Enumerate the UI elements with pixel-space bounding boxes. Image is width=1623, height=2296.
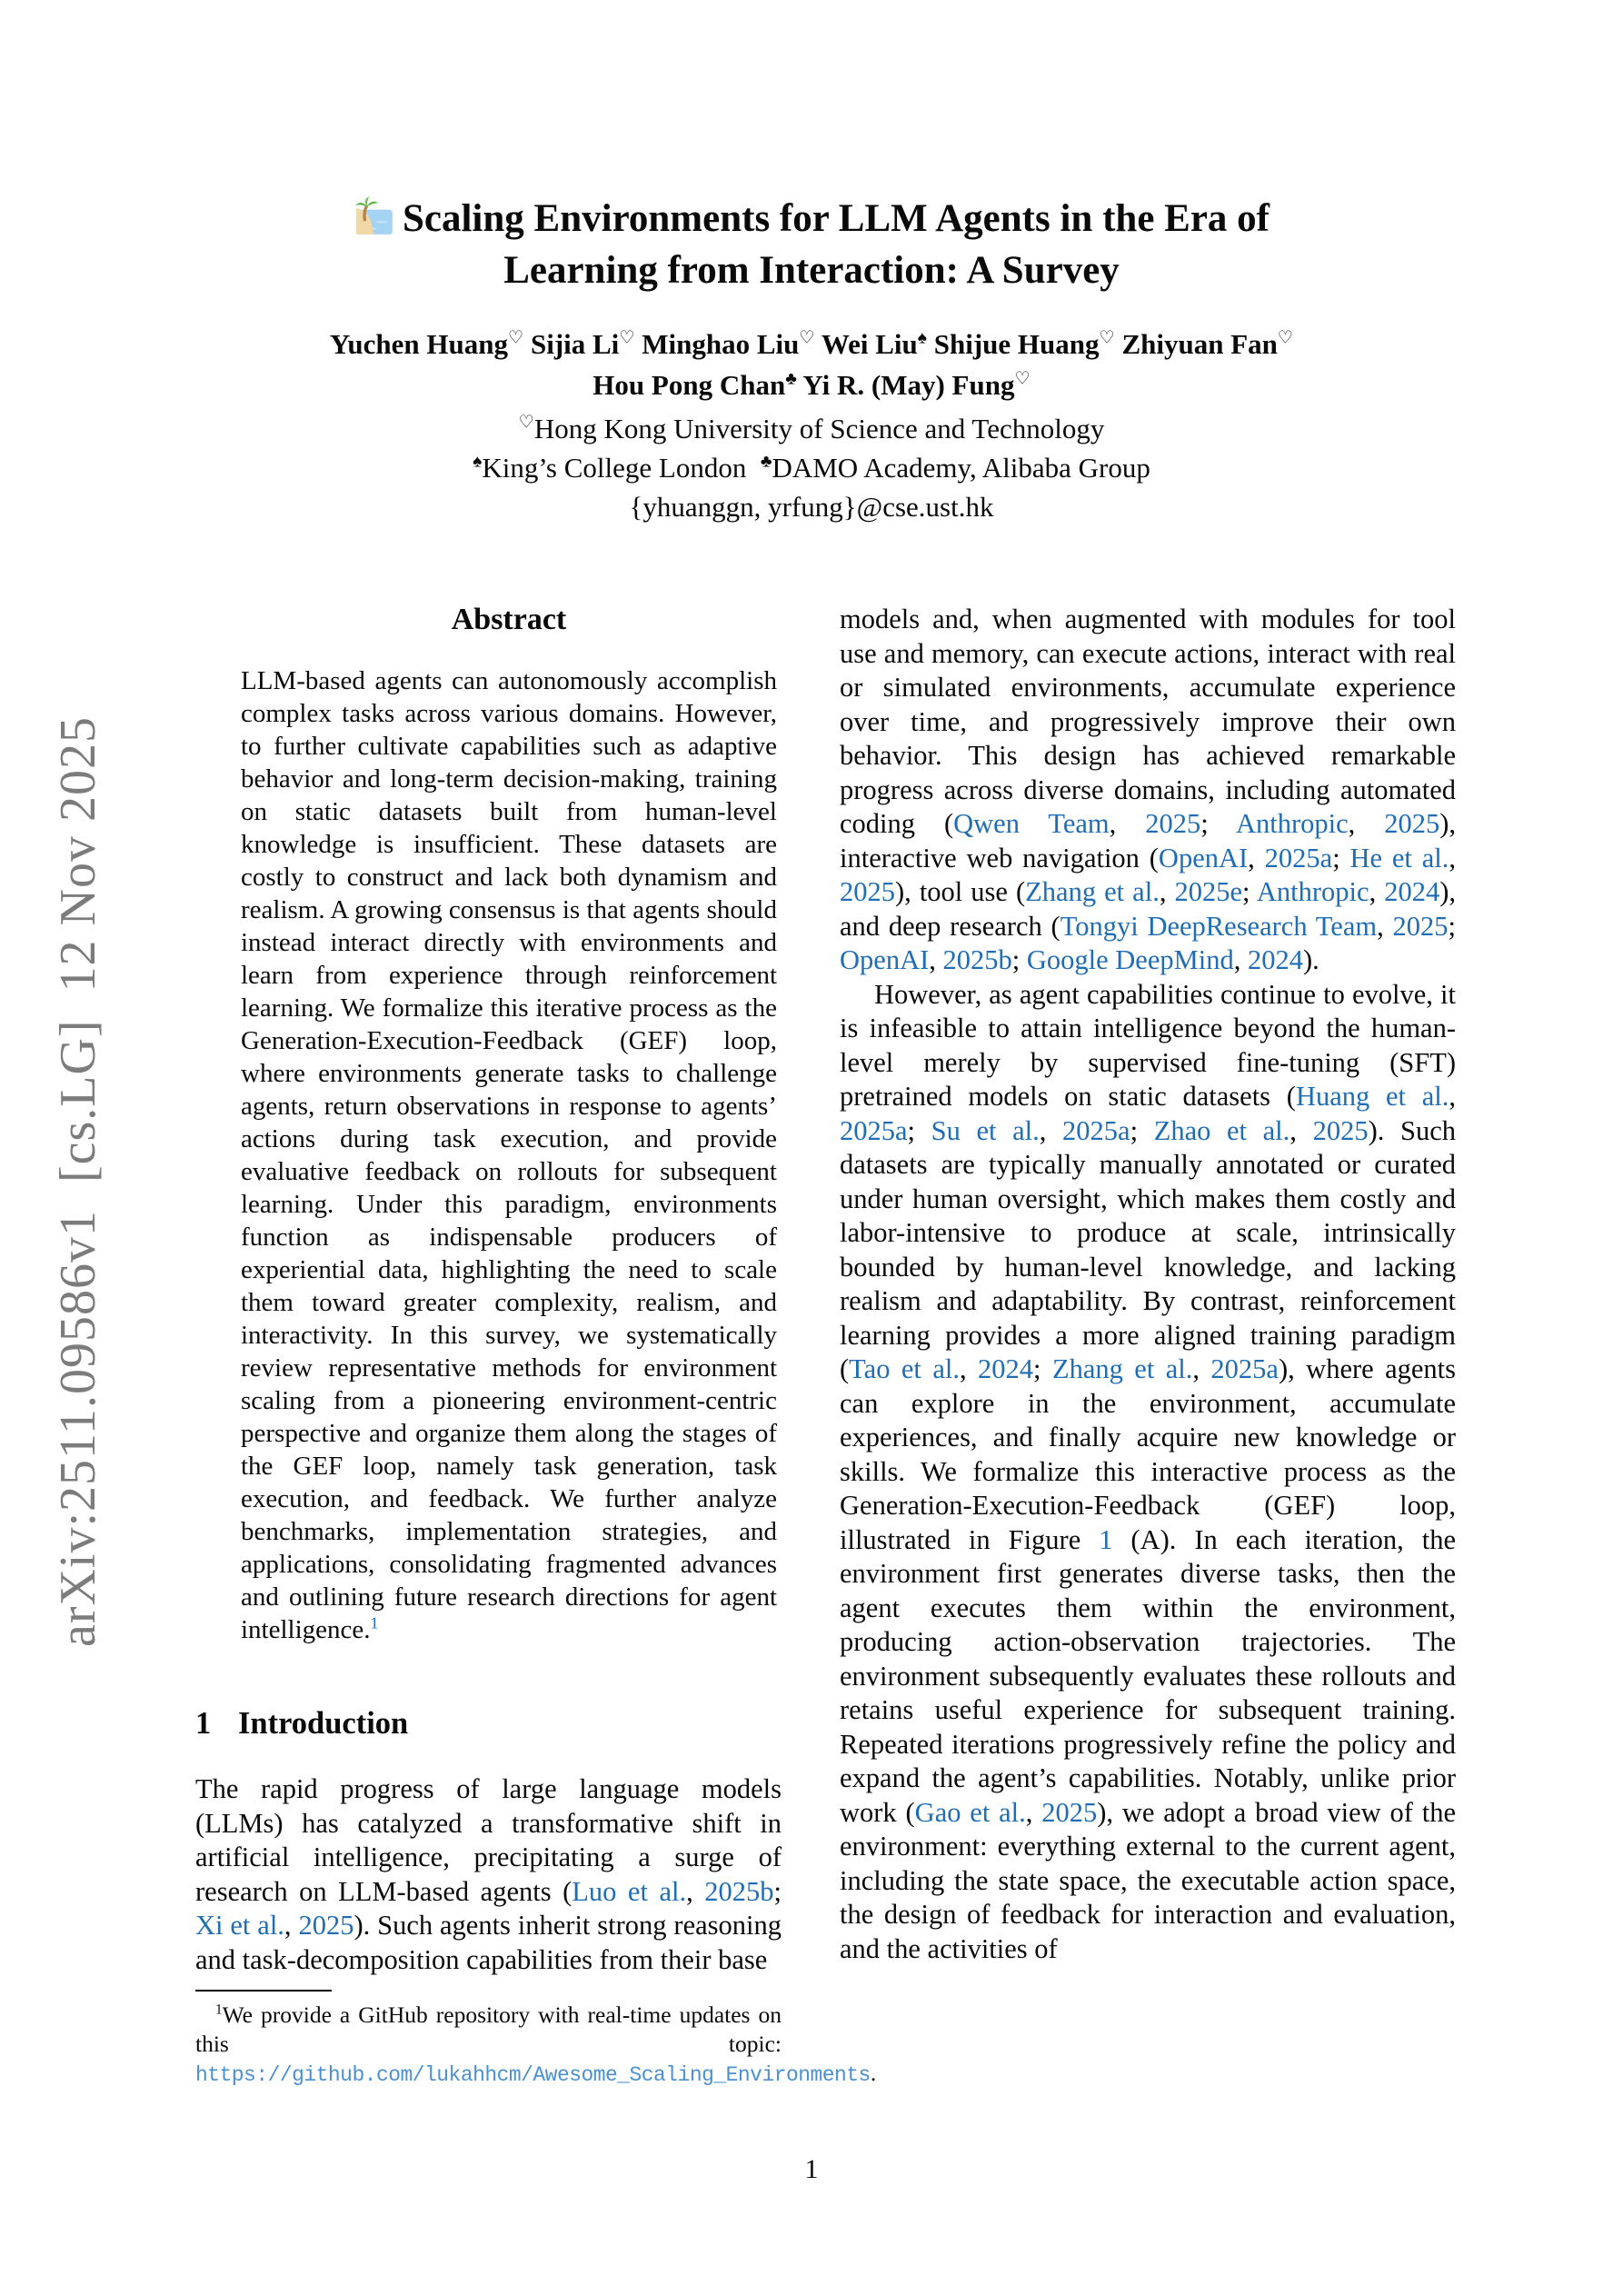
- citation-link[interactable]: 2025: [1041, 1796, 1098, 1828]
- paper-title: [0, 193, 1623, 296]
- citation-link[interactable]: Tongyi DeepResearch Team: [1060, 910, 1378, 942]
- citation-link[interactable]: Gao et al.: [914, 1796, 1026, 1828]
- affiliation-hkust: ♡Hong Kong University of Science and Technology: [518, 413, 1105, 444]
- citation-link[interactable]: 2025a: [1210, 1353, 1279, 1384]
- citation-link[interactable]: Anthropic: [1256, 876, 1369, 907]
- citation-link[interactable]: Zhang et al.: [1051, 1353, 1193, 1384]
- affiliations: [0, 409, 1623, 526]
- citation-link[interactable]: Zhang et al.: [1025, 876, 1160, 907]
- citation-link[interactable]: 2025e: [1174, 876, 1243, 907]
- citation-link[interactable]: 2025a: [1264, 842, 1333, 873]
- citation-link[interactable]: Xi et al.: [195, 1910, 284, 1941]
- citation-link[interactable]: He et al.: [1349, 842, 1449, 873]
- arxiv-watermark: arXiv:2511.09586v1 [cs.LG] 12 Nov 2025: [50, 715, 106, 1648]
- abstract-heading: Abstract: [451, 603, 567, 636]
- contact-email: {yhuanggn, yrfung}@cse.ust.hk: [629, 491, 994, 523]
- author-list: [0, 324, 1623, 405]
- citation-link[interactable]: 2025: [1392, 910, 1449, 942]
- affiliation-kcl-damo: ♠King’s College London ♣DAMO Academy, Alibaba Group: [473, 452, 1150, 484]
- citation-link[interactable]: Tao et al.: [849, 1353, 960, 1384]
- citation-link[interactable]: Zhao et al.: [1153, 1114, 1290, 1146]
- citation-link[interactable]: 2025: [1145, 808, 1201, 839]
- citation-link[interactable]: Huang et al.: [1295, 1081, 1449, 1112]
- citation-link[interactable]: OpenAI: [840, 944, 930, 975]
- abstract-section: [241, 603, 777, 1646]
- section-title: Introduction: [238, 1706, 409, 1741]
- paper-header: [0, 0, 1623, 526]
- authors-line-1: Yuchen Huang♡ Sijia Li♡ Minghao Liu♡ Wei Liu♠ Shijue Huang♡ Zhiyuan Fan♡: [329, 328, 1294, 360]
- page-number: 1: [804, 2154, 819, 2184]
- abstract-text: LLM-based agents can autonomously accomplish complex tasks across various domains. However, to further cultivate capabilities such as adaptive behavior and long-term decision-making, training on static datasets built from human-level knowledge is insufficient. These datasets are costly to construct and lack both dynamism and realism. A growing consensus is that agents should instead interact directly with environments and learn from experience through reinforcement learning. We formalize this iterative process as the Generation-Execution-Feedback (GEF) loop, where environments generate tasks to challenge agents, return observations in response to agents’ actions during task execution, and provide evaluative feedback on rollouts for subsequent learning. Under this paradigm, environments function as indispensable producers of experiential data, highlighting the need to scale them toward greater complexity, realism, and interactivity. In this survey, we systematically review representative methods for environment scaling from a pioneering environment-centric perspective and organize them along the stages of the GEF loop, namely task generation, task execution, and feedback. We further analyze benchmarks, implementation strategies, and applications, consolidating fragmented advances and outlining future research directions for agent intelligence.$^1$: [241, 666, 777, 1644]
- citation-link[interactable]: 2024: [978, 1353, 1034, 1384]
- title-line-2: Learning from Interaction: A Survey: [503, 249, 1120, 292]
- section-heading-introduction: [195, 1706, 782, 1742]
- citation-link[interactable]: 2025: [1384, 808, 1440, 839]
- section-number: 1: [195, 1706, 212, 1741]
- citation-link[interactable]: OpenAI: [1158, 842, 1249, 873]
- citation-link[interactable]: 2025: [298, 1910, 354, 1941]
- right-column: [840, 603, 1456, 2090]
- title-line-1: Scaling Environments for LLM Agents in the Era of: [402, 197, 1270, 240]
- citation-link[interactable]: 2024: [1384, 876, 1440, 907]
- authors-line-2: Hou Pong Chan♣ Yi R. (May) Fung♡: [592, 369, 1031, 401]
- intro-paragraph-1-continued: models and, when augmented with modules for tool use and memory, can execute actions, interact with real or simulated environments, accumulate experience over time, and progressively improve their own behavior. This design has achieved remarkable progress across diverse domains, including automated coding (Qwen Team, 2025; Anthropic, 2025), interactive web navigation (OpenAI, 2025a; He et al., 2025), tool use (Zhang et al., 2025e; Anthropic, 2024), and deep research (Tongyi DeepResearch Team, 2025; OpenAI, 2025b; Google DeepMind, 2024).: [840, 604, 1457, 975]
- citation-link[interactable]: Luo et al.: [572, 1875, 687, 1907]
- citation-link[interactable]: 2024: [1247, 944, 1303, 975]
- citation-link[interactable]: 2025: [840, 876, 895, 907]
- citation-link[interactable]: Su et al.: [931, 1114, 1040, 1146]
- repo-url[interactable]: https://github.com/lukahhcm/Awesome_Scaling_Environments: [195, 2063, 871, 2087]
- citation-link[interactable]: 2025b: [942, 944, 1012, 975]
- footnote-ref[interactable]: 1: [370, 1613, 379, 1632]
- footnote-text: $^1$We provide a GitHub repository with real-time updates on this topic: https://github.com/lukahhcm/Awesome_Scaling_Environments.: [195, 2002, 877, 2087]
- footnote-rule: [195, 1990, 332, 1992]
- citation-link[interactable]: 2025: [1312, 1114, 1369, 1146]
- citation-link[interactable]: 2025b: [704, 1875, 774, 1907]
- citation-link[interactable]: 2025a: [1062, 1114, 1130, 1146]
- figure-ref[interactable]: 1: [1099, 1523, 1113, 1555]
- desert-island-icon: [353, 197, 403, 240]
- citation-link[interactable]: 2025a: [840, 1114, 908, 1146]
- footnote-block: [195, 1990, 877, 2090]
- intro-paragraph-1: The rapid progress of large language models (LLMs) has catalyzed a transformative shift in artificial intelligence, precipitating a surge of research on LLM-based agents (Luo et al., 2025b; Xi et al., 2025). Such agents inherit strong reasoning and task-decomposition capabilities from their base: [195, 1773, 782, 1975]
- intro-paragraph-2: However, as agent capabilities continue to evolve, it is infeasible to attain intelligence beyond the human-level merely by supervised fine-tuning (SFT) pretrained models on static datasets (Huang et al., 2025a; Su et al., 2025a; Zhao et al., 2025). Such datasets are typically manually annotated or curated under human oversight, which makes them costly and labor-intensive to produce at scale, intrinsically bounded by human-level knowledge, and lacking realism and adaptability. By contrast, reinforcement learning provides a more aligned training paradigm (Tao et al., 2024; Zhang et al., 2025a), where agents can explore in the environment, accumulate experiences, and finally acquire new knowledge or skills. We formalize this interactive process as the Generation-Execution-Feedback (GEF) loop, illustrated in Figure 1 (A). In each iteration, the environment first generates diverse tasks, then the agent executes them within the environment, producing action-observation trajectories. The environment subsequently evaluates these rollouts and retains useful experience for subsequent training. Repeated iterations progressively refine the policy and expand the agent’s capabilities. Notably, unlike prior work (Gao et al., 2025), we adopt a broad view of the environment: everything external to the current agent, including the state space, the executable action space, the design of feedback for interaction and evaluation, and the activities of: [840, 978, 1457, 1964]
- citation-link[interactable]: Google DeepMind: [1026, 944, 1234, 975]
- two-column-body: [0, 603, 1623, 2090]
- citation-link[interactable]: Anthropic: [1236, 808, 1349, 839]
- citation-link[interactable]: Qwen Team: [953, 808, 1110, 839]
